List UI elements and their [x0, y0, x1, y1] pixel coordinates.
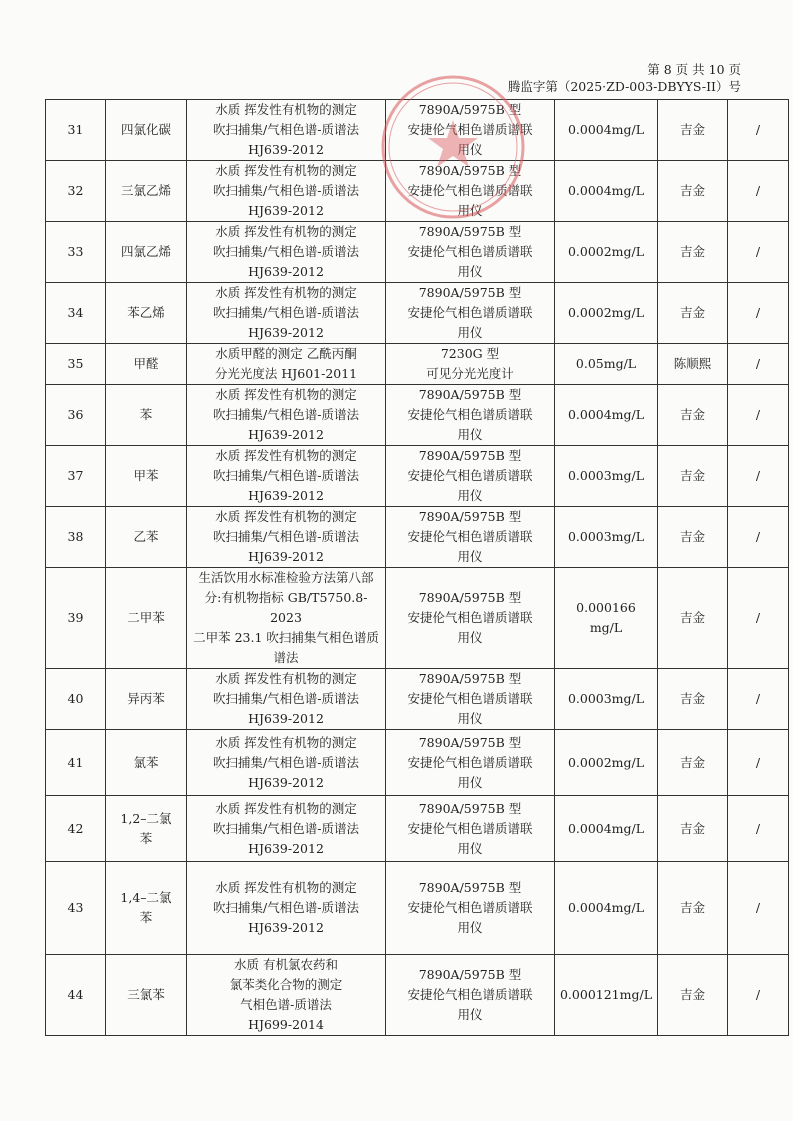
- remark-cell: /: [728, 568, 789, 669]
- table-row: [46, 283, 789, 344]
- instrument-cell: 7890A/5975B 型 安捷伦气相色谱质谱联 用仪: [386, 796, 555, 862]
- test-item-cell: 甲醛: [106, 344, 187, 385]
- remark-cell: /: [728, 862, 789, 955]
- detection-limit-cell: 0.0004mg/L: [555, 862, 658, 955]
- remark-cell: /: [728, 385, 789, 446]
- test-item-cell: 1,4–二氯 苯: [106, 862, 187, 955]
- test-method-cell: 水质 挥发性有机物的测定 吹扫捕集/气相色谱-质谱法 HJ639-2012: [187, 507, 386, 568]
- instrument-cell: 7890A/5975B 型 安捷伦气相色谱质谱联 用仪: [386, 862, 555, 955]
- table-row: [46, 222, 789, 283]
- test-method-cell: 水质 挥发性有机物的测定 吹扫捕集/气相色谱-质谱法 HJ639-2012: [187, 385, 386, 446]
- item-number-cell: 38: [46, 507, 106, 568]
- remark-cell: /: [728, 161, 789, 222]
- test-method-cell: 水质 挥发性有机物的测定 吹扫捕集/气相色谱-质谱法 HJ639-2012: [187, 862, 386, 955]
- test-method-cell: 水质 挥发性有机物的测定 吹扫捕集/气相色谱-质谱法 HJ639-2012: [187, 446, 386, 507]
- page-number: 第 8 页 共 10 页: [647, 62, 741, 77]
- detection-limit-cell: 0.0004mg/L: [555, 796, 658, 862]
- analyst-cell: 吉金: [658, 446, 728, 507]
- table-row: [46, 385, 789, 446]
- instrument-cell: 7890A/5975B 型 安捷伦气相色谱质谱联 用仪: [386, 283, 555, 344]
- detection-limit-cell: 0.0004mg/L: [555, 100, 658, 161]
- remark-cell: /: [728, 955, 789, 1036]
- table-row: [46, 446, 789, 507]
- table-row: [46, 955, 789, 1036]
- table-row: [46, 100, 789, 161]
- analyst-cell: 吉金: [658, 955, 728, 1036]
- item-number-cell: 34: [46, 283, 106, 344]
- detection-limit-cell: 0.0003mg/L: [555, 669, 658, 730]
- remark-cell: /: [728, 222, 789, 283]
- table-row: [46, 568, 789, 669]
- remark-cell: /: [728, 446, 789, 507]
- table-row: [46, 862, 789, 955]
- remark-cell: /: [728, 100, 789, 161]
- detection-limit-cell: 0.0002mg/L: [555, 283, 658, 344]
- item-number-cell: 36: [46, 385, 106, 446]
- test-method-cell: 水质 挥发性有机物的测定 吹扫捕集/气相色谱-质谱法 HJ639-2012: [187, 796, 386, 862]
- analyst-cell: 吉金: [658, 100, 728, 161]
- test-item-cell: 三氯苯: [106, 955, 187, 1036]
- item-number-cell: 42: [46, 796, 106, 862]
- remark-cell: /: [728, 796, 789, 862]
- analyst-cell: 吉金: [658, 796, 728, 862]
- table-row: [46, 507, 789, 568]
- detection-limit-cell: 0.000166 mg/L: [555, 568, 658, 669]
- instrument-cell: 7890A/5975B 型 安捷伦气相色谱质谱联 用仪: [386, 507, 555, 568]
- instrument-cell: 7890A/5975B 型 安捷伦气相色谱质谱联 用仪: [386, 669, 555, 730]
- analyst-cell: 吉金: [658, 568, 728, 669]
- test-method-cell: 水质 有机氯农药和 氯苯类化合物的测定 气相色谱-质谱法 HJ699-2014: [187, 955, 386, 1036]
- table-row: [46, 730, 789, 796]
- instrument-cell: 7890A/5975B 型 安捷伦气相色谱质谱联 用仪: [386, 161, 555, 222]
- test-item-cell: 四氯乙烯: [106, 222, 187, 283]
- test-item-cell: 二甲苯: [106, 568, 187, 669]
- analyst-cell: 陈顺熙: [658, 344, 728, 385]
- test-item-cell: 四氯化碳: [106, 100, 187, 161]
- item-number-cell: 39: [46, 568, 106, 669]
- item-number-cell: 31: [46, 100, 106, 161]
- remark-cell: /: [728, 669, 789, 730]
- analyst-cell: 吉金: [658, 507, 728, 568]
- analyst-cell: 吉金: [658, 283, 728, 344]
- test-method-cell: 生活饮用水标准检验方法第八部 分:有机物指标 GB/T5750.8-2023 二甲苯 23.1 吹扫捕集气相色谱质 谱法: [187, 568, 386, 669]
- detection-limit-cell: 0.0002mg/L: [555, 222, 658, 283]
- test-method-cell: 水质 挥发性有机物的测定 吹扫捕集/气相色谱-质谱法 HJ639-2012: [187, 222, 386, 283]
- test-item-cell: 苯乙烯: [106, 283, 187, 344]
- detection-limit-cell: 0.0004mg/L: [555, 385, 658, 446]
- instrument-cell: 7890A/5975B 型 安捷伦气相色谱质谱联 用仪: [386, 385, 555, 446]
- instrument-cell: 7890A/5975B 型 安捷伦气相色谱质谱联 用仪: [386, 568, 555, 669]
- detection-limit-cell: 0.05mg/L: [555, 344, 658, 385]
- test-item-cell: 乙苯: [106, 507, 187, 568]
- detection-limit-cell: 0.0003mg/L: [555, 446, 658, 507]
- instrument-cell: 7890A/5975B 型 安捷伦气相色谱质谱联 用仪: [386, 100, 555, 161]
- analyst-cell: 吉金: [658, 222, 728, 283]
- table-row: [46, 161, 789, 222]
- instrument-cell: 7890A/5975B 型 安捷伦气相色谱质谱联 用仪: [386, 222, 555, 283]
- test-method-cell: 水质甲醛的测定 乙酰丙酮 分光光度法 HJ601-2011: [187, 344, 386, 385]
- test-item-cell: 苯: [106, 385, 187, 446]
- test-item-cell: 三氯乙烯: [106, 161, 187, 222]
- test-item-cell: 异丙苯: [106, 669, 187, 730]
- instrument-cell: 7230G 型 可见分光光度计: [386, 344, 555, 385]
- test-item-cell: 氯苯: [106, 730, 187, 796]
- analyst-cell: 吉金: [658, 730, 728, 796]
- test-item-cell: 甲苯: [106, 446, 187, 507]
- analyst-cell: 吉金: [658, 161, 728, 222]
- remark-cell: /: [728, 730, 789, 796]
- item-number-cell: 32: [46, 161, 106, 222]
- report-number: 腾监字第（2025·ZD-003-DBYYS-II）号: [507, 79, 741, 94]
- analyst-cell: 吉金: [658, 385, 728, 446]
- test-method-cell: 水质 挥发性有机物的测定 吹扫捕集/气相色谱-质谱法 HJ639-2012: [187, 161, 386, 222]
- item-number-cell: 35: [46, 344, 106, 385]
- item-number-cell: 43: [46, 862, 106, 955]
- instrument-cell: 7890A/5975B 型 安捷伦气相色谱质谱联 用仪: [386, 955, 555, 1036]
- item-number-cell: 44: [46, 955, 106, 1036]
- test-method-cell: 水质 挥发性有机物的测定 吹扫捕集/气相色谱-质谱法 HJ639-2012: [187, 283, 386, 344]
- test-method-cell: 水质 挥发性有机物的测定 吹扫捕集/气相色谱-质谱法 HJ639-2012: [187, 730, 386, 796]
- instrument-cell: 7890A/5975B 型 安捷伦气相色谱质谱联 用仪: [386, 730, 555, 796]
- remark-cell: /: [728, 344, 789, 385]
- table-row: [46, 796, 789, 862]
- detection-limit-cell: 0.0004mg/L: [555, 161, 658, 222]
- detection-limit-cell: 0.0002mg/L: [555, 730, 658, 796]
- analyst-cell: 吉金: [658, 669, 728, 730]
- remark-cell: /: [728, 283, 789, 344]
- test-method-cell: 水质 挥发性有机物的测定 吹扫捕集/气相色谱-质谱法 HJ639-2012: [187, 669, 386, 730]
- item-number-cell: 40: [46, 669, 106, 730]
- item-number-cell: 33: [46, 222, 106, 283]
- remark-cell: /: [728, 507, 789, 568]
- analyst-cell: 吉金: [658, 862, 728, 955]
- item-number-cell: 37: [46, 446, 106, 507]
- test-item-cell: 1,2–二氯 苯: [106, 796, 187, 862]
- table-row: [46, 344, 789, 385]
- instrument-cell: 7890A/5975B 型 安捷伦气相色谱质谱联 用仪: [386, 446, 555, 507]
- detection-limit-cell: 0.0003mg/L: [555, 507, 658, 568]
- detection-limit-cell: 0.000121mg/L: [555, 955, 658, 1036]
- methods-table: [45, 99, 789, 1036]
- table-row: [46, 669, 789, 730]
- test-method-cell: 水质 挥发性有机物的测定 吹扫捕集/气相色谱-质谱法 HJ639-2012: [187, 100, 386, 161]
- item-number-cell: 41: [46, 730, 106, 796]
